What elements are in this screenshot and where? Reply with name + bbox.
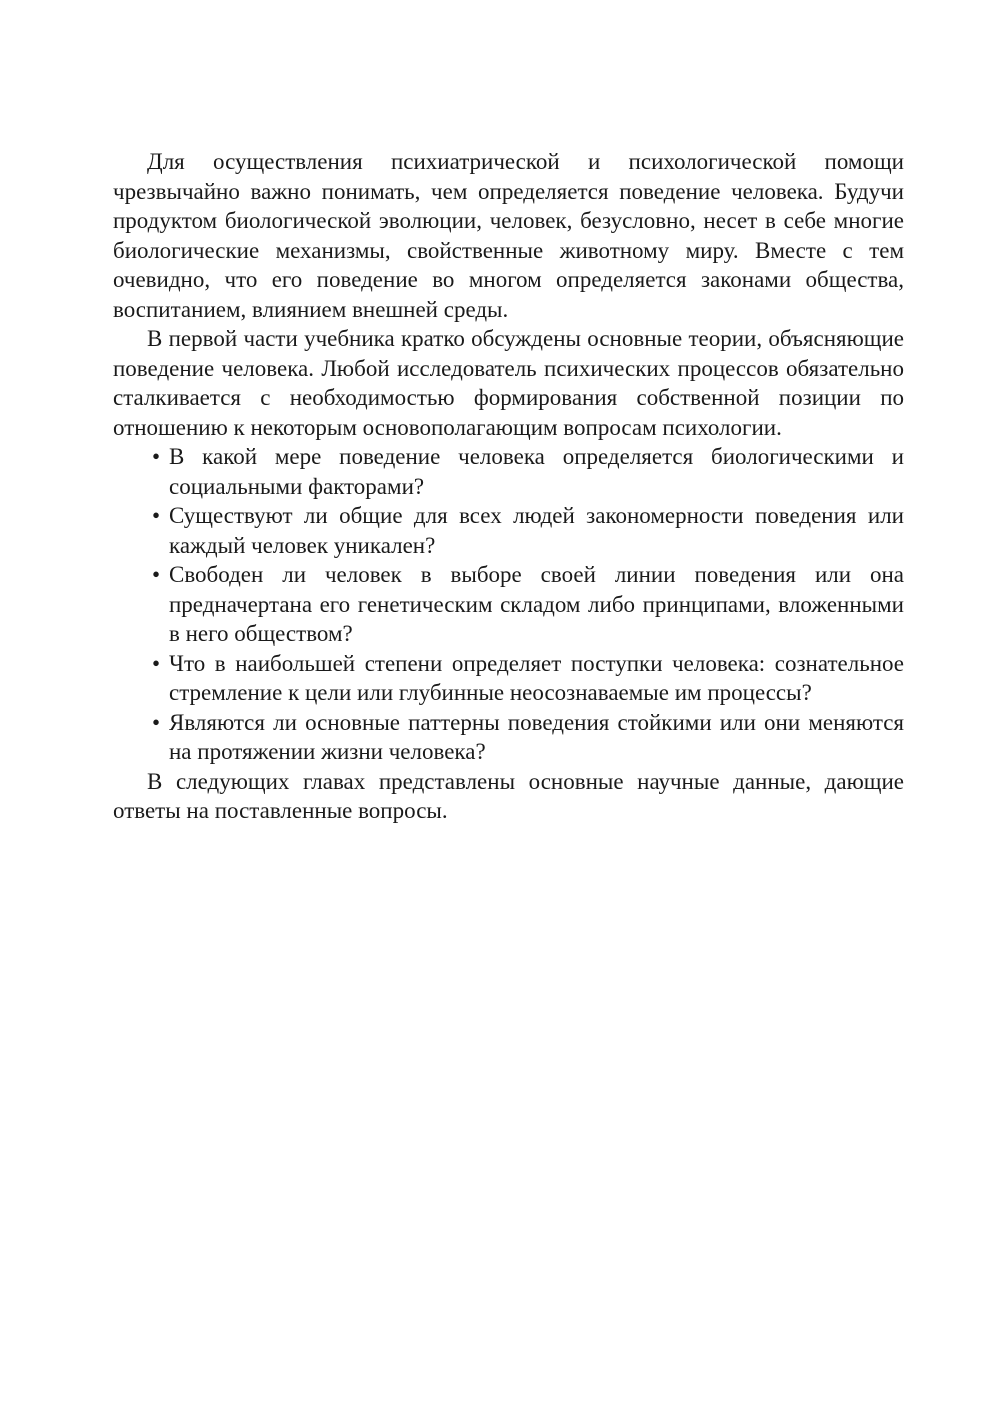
body-text bbox=[113, 147, 904, 826]
list-item bbox=[113, 501, 904, 560]
question-text: Свободен ли человек в выборе своей линии поведения или она предначертана его генетическим складом либо принципами, вложенными в него обществом? bbox=[169, 562, 904, 646]
bullet-icon: • bbox=[151, 650, 161, 676]
question-text: В какой мере поведение человека определяется биологическими и социальными факторами? bbox=[169, 444, 904, 499]
questions-list bbox=[113, 442, 904, 767]
question-text: Существуют ли общие для всех людей закономерности поведения или каждый человек уникален? bbox=[169, 503, 904, 558]
paragraph-outro: В следующих главах представлены основные научные данные, дающие ответы на поставленные вопросы. bbox=[113, 768, 904, 823]
question-text: Что в наибольшей степени определяет поступки человека: сознательное стремление к цели или глубинные неосознаваемые им процессы? bbox=[169, 650, 904, 705]
bullet-icon: • bbox=[151, 444, 161, 469]
list-item bbox=[113, 560, 904, 649]
list-item bbox=[113, 708, 904, 767]
bullet-icon: • bbox=[151, 709, 161, 735]
question-text: Являются ли основные паттерны поведения стойкими или они меняются на протяжении жизни человека? bbox=[169, 709, 904, 764]
paragraph-intro-2: В первой части учебника кратко обсуждены основные теории, объясняющие поведение человека. Любой исследователь психических процессов обязательно сталкивается с необходимостью формирования собственной позиции по отношению к некоторым основополагающим вопросам психологии. bbox=[113, 326, 904, 440]
list-item bbox=[113, 442, 904, 501]
paragraph-intro-1: Для осуществления психиатрической и психологической помощи чрезвычайно важно понимать, чем определяется поведение человека. Будучи продуктом биологической эволюции, человек, безусловно, несет в себе многие биологические механизмы, свойственные животному миру. Вместе с тем очевидно, что его поведение во многом определяется законами общества, воспитанием, влиянием внешней среды. bbox=[113, 149, 904, 322]
bullet-icon: • bbox=[151, 503, 161, 528]
bullet-icon: • bbox=[151, 562, 161, 587]
list-item bbox=[113, 649, 904, 708]
